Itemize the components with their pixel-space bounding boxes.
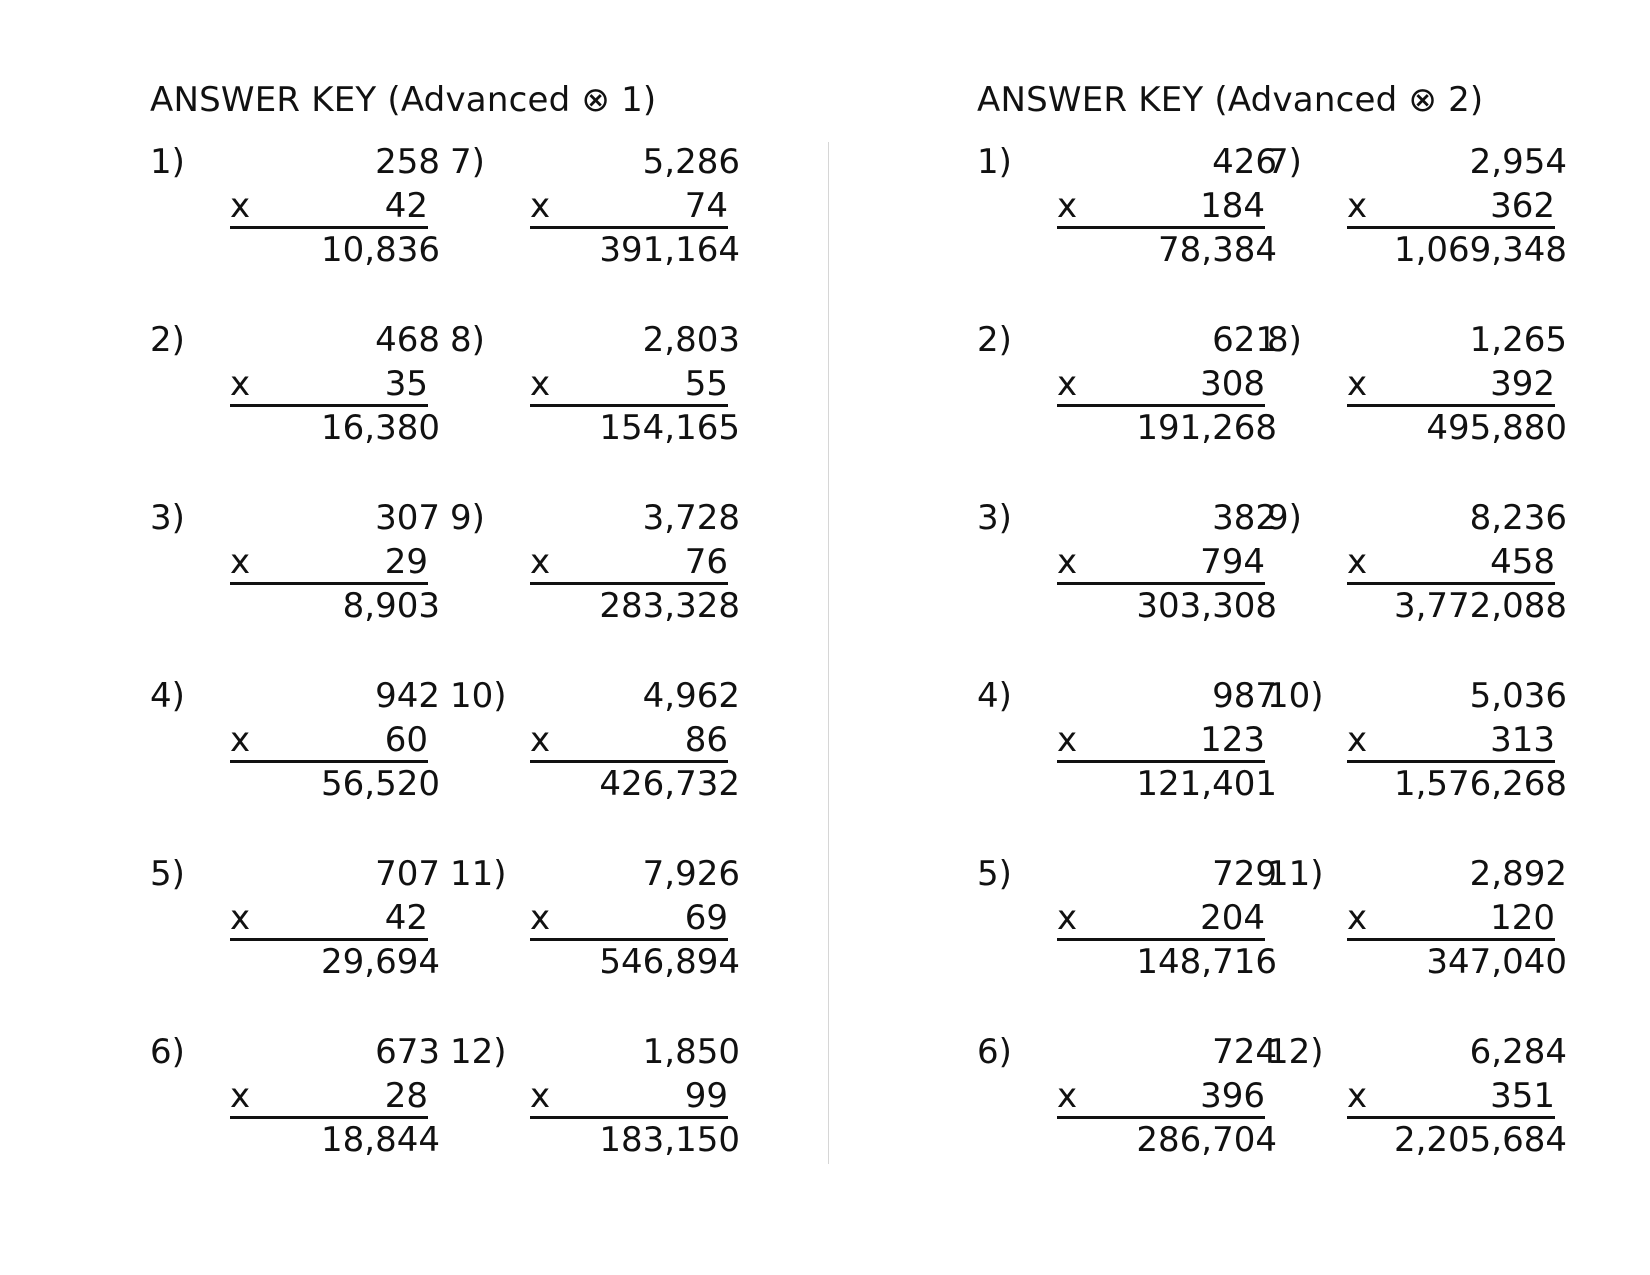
multiplicand: 5,036	[1469, 676, 1567, 716]
times-sign: x	[1347, 542, 1368, 582]
multiplier: 794	[1200, 542, 1265, 582]
multiplier-row	[230, 540, 428, 585]
problem	[977, 496, 1297, 636]
problem-number: 4)	[150, 676, 185, 716]
page-divider	[828, 142, 829, 1164]
problem	[1267, 1030, 1587, 1170]
multiplicand: 3,728	[642, 498, 740, 538]
multiplier: 29	[384, 542, 428, 582]
multiplicand: 724	[1212, 1032, 1277, 1072]
problem	[1267, 674, 1587, 814]
problem-number: 3)	[150, 498, 185, 538]
product-answer: 10,836	[321, 230, 440, 270]
problem-number: 11)	[1267, 854, 1324, 894]
multiplicand: 1,265	[1469, 320, 1567, 360]
problem	[1267, 318, 1587, 458]
multiplier: 99	[684, 1076, 728, 1116]
answer-key-title: ANSWER KEY (Advanced ⊗ 2)	[977, 80, 1484, 120]
multiplier-row	[1057, 1074, 1265, 1119]
problem	[450, 1030, 770, 1170]
multiplier-row	[230, 362, 428, 407]
multiplier: 42	[384, 898, 428, 938]
problem	[1267, 852, 1587, 992]
times-sign: x	[1057, 542, 1078, 582]
problem-number: 5)	[150, 854, 185, 894]
multiplicand: 258	[375, 142, 440, 182]
multiplier: 76	[684, 542, 728, 582]
multiplier: 308	[1200, 364, 1265, 404]
multiplicand: 987	[1212, 676, 1277, 716]
product-answer: 546,894	[599, 942, 740, 982]
multiplier: 120	[1490, 898, 1555, 938]
times-sign: x	[530, 364, 551, 404]
problem	[1267, 496, 1587, 636]
problem-number: 8)	[1267, 320, 1302, 360]
multiplier: 74	[684, 186, 728, 226]
multiplicand: 621	[1212, 320, 1277, 360]
problem-number: 9)	[1267, 498, 1302, 538]
product-answer: 154,165	[599, 408, 740, 448]
product-answer: 148,716	[1136, 942, 1277, 982]
product-answer: 56,520	[321, 764, 440, 804]
multiplier: 392	[1490, 364, 1555, 404]
multiplier-row	[1057, 540, 1265, 585]
multiplier: 69	[684, 898, 728, 938]
product-answer: 18,844	[321, 1120, 440, 1160]
times-sign: x	[530, 898, 551, 938]
multiplier-row	[1057, 718, 1265, 763]
times-sign: x	[1057, 364, 1078, 404]
problem	[977, 852, 1297, 992]
multiplicand: 707	[375, 854, 440, 894]
multiplier: 60	[384, 720, 428, 760]
problem	[450, 852, 770, 992]
multiplicand: 6,284	[1469, 1032, 1567, 1072]
multiplier-row	[1347, 1074, 1555, 1119]
product-answer: 8,903	[342, 586, 440, 626]
problem-number: 12)	[450, 1032, 507, 1072]
problem	[150, 496, 470, 636]
multiplier: 86	[684, 720, 728, 760]
answer-key-title: ANSWER KEY (Advanced ⊗ 1)	[150, 80, 657, 120]
multiplicand: 8,236	[1469, 498, 1567, 538]
multiplier: 42	[384, 186, 428, 226]
multiplier: 55	[684, 364, 728, 404]
answer-key-1	[150, 78, 810, 1178]
problem-number: 6)	[977, 1032, 1012, 1072]
problem	[150, 674, 470, 814]
problem	[150, 1030, 470, 1170]
multiplicand: 468	[375, 320, 440, 360]
times-sign: x	[1347, 364, 1368, 404]
multiplicand: 673	[375, 1032, 440, 1072]
times-sign: x	[1057, 720, 1078, 760]
times-sign: x	[230, 186, 251, 226]
product-answer: 283,328	[599, 586, 740, 626]
product-answer: 495,880	[1426, 408, 1567, 448]
multiplier-row	[1057, 362, 1265, 407]
answer-key-2	[977, 78, 1637, 1178]
problem	[1267, 140, 1587, 280]
times-sign: x	[530, 720, 551, 760]
multiplier-row	[1057, 184, 1265, 229]
multiplier: 458	[1490, 542, 1555, 582]
times-sign: x	[1347, 720, 1368, 760]
problem	[977, 674, 1297, 814]
multiplier-row	[1347, 718, 1555, 763]
product-answer: 286,704	[1136, 1120, 1277, 1160]
multiplier: 204	[1200, 898, 1265, 938]
times-sign: x	[230, 720, 251, 760]
multiplicand: 729	[1212, 854, 1277, 894]
multiplier-row	[230, 184, 428, 229]
multiplicand: 2,892	[1469, 854, 1567, 894]
problem	[450, 140, 770, 280]
multiplicand: 382	[1212, 498, 1277, 538]
multiplier-row	[1057, 896, 1265, 941]
times-sign: x	[1347, 898, 1368, 938]
product-answer: 1,069,348	[1393, 230, 1567, 270]
problem-number: 6)	[150, 1032, 185, 1072]
problem-number: 3)	[977, 498, 1012, 538]
product-answer: 391,164	[599, 230, 740, 270]
multiplier-row	[230, 896, 428, 941]
multiplier-row	[230, 1074, 428, 1119]
times-sign: x	[230, 1076, 251, 1116]
times-sign: x	[1057, 186, 1078, 226]
times-sign: x	[1057, 898, 1078, 938]
product-answer: 16,380	[321, 408, 440, 448]
times-sign: x	[1347, 1076, 1368, 1116]
multiplier-row	[530, 362, 728, 407]
multiplier: 313	[1490, 720, 1555, 760]
problem	[450, 496, 770, 636]
multiplier-row	[1347, 184, 1555, 229]
multiplier-row	[1347, 540, 1555, 585]
problem	[977, 318, 1297, 458]
times-sign: x	[230, 364, 251, 404]
problem	[150, 140, 470, 280]
problem	[450, 674, 770, 814]
problem-number: 1)	[150, 142, 185, 182]
problem	[977, 140, 1297, 280]
multiplier: 351	[1490, 1076, 1555, 1116]
multiplicand: 4,962	[642, 676, 740, 716]
multiplicand: 5,286	[642, 142, 740, 182]
multiplicand: 2,954	[1469, 142, 1567, 182]
problem-number: 10)	[450, 676, 507, 716]
times-sign: x	[230, 898, 251, 938]
multiplier-row	[1347, 362, 1555, 407]
multiplier: 184	[1200, 186, 1265, 226]
multiplier-row	[530, 540, 728, 585]
multiplier-row	[1347, 896, 1555, 941]
problem-number: 2)	[977, 320, 1012, 360]
multiplicand: 1,850	[642, 1032, 740, 1072]
problem-number: 2)	[150, 320, 185, 360]
times-sign: x	[530, 186, 551, 226]
product-answer: 3,772,088	[1393, 586, 1567, 626]
problem	[450, 318, 770, 458]
times-sign: x	[530, 542, 551, 582]
multiplicand: 942	[375, 676, 440, 716]
product-answer: 347,040	[1426, 942, 1567, 982]
product-answer: 78,384	[1158, 230, 1277, 270]
multiplier: 28	[384, 1076, 428, 1116]
problem-number: 4)	[977, 676, 1012, 716]
multiplier: 362	[1490, 186, 1555, 226]
times-sign: x	[1347, 186, 1368, 226]
problem-number: 7)	[450, 142, 485, 182]
problem-number: 1)	[977, 142, 1012, 182]
problem-number: 9)	[450, 498, 485, 538]
problem	[150, 318, 470, 458]
problem-number: 8)	[450, 320, 485, 360]
multiplicand: 7,926	[642, 854, 740, 894]
problem-number: 11)	[450, 854, 507, 894]
multiplier: 123	[1200, 720, 1265, 760]
product-answer: 303,308	[1136, 586, 1277, 626]
multiplicand: 426	[1212, 142, 1277, 182]
problem-number: 5)	[977, 854, 1012, 894]
product-answer: 426,732	[599, 764, 740, 804]
problem	[150, 852, 470, 992]
multiplier-row	[530, 718, 728, 763]
multiplier-row	[230, 718, 428, 763]
times-sign: x	[230, 542, 251, 582]
product-answer: 2,205,684	[1393, 1120, 1567, 1160]
multiplicand: 2,803	[642, 320, 740, 360]
product-answer: 183,150	[599, 1120, 740, 1160]
product-answer: 1,576,268	[1393, 764, 1567, 804]
multiplier-row	[530, 896, 728, 941]
problem-number: 12)	[1267, 1032, 1324, 1072]
multiplier-row	[530, 184, 728, 229]
problem-number: 10)	[1267, 676, 1324, 716]
product-answer: 191,268	[1136, 408, 1277, 448]
multiplier: 396	[1200, 1076, 1265, 1116]
times-sign: x	[530, 1076, 551, 1116]
times-sign: x	[1057, 1076, 1078, 1116]
problem	[977, 1030, 1297, 1170]
product-answer: 29,694	[321, 942, 440, 982]
product-answer: 121,401	[1136, 764, 1277, 804]
problem-number: 7)	[1267, 142, 1302, 182]
multiplicand: 307	[375, 498, 440, 538]
multiplier: 35	[384, 364, 428, 404]
multiplier-row	[530, 1074, 728, 1119]
